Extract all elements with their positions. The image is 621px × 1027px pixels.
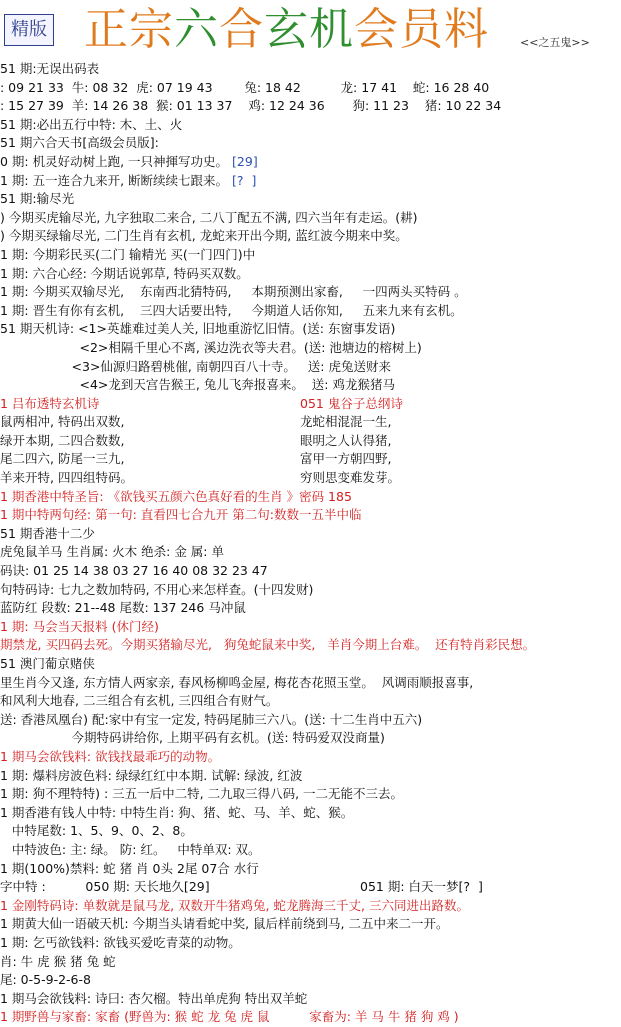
text-line <box>0 395 621 414</box>
text-line <box>0 227 621 246</box>
text-line <box>0 729 621 748</box>
line-text: 51 期天机诗: <1>英雄难过美人关, 旧地重游忆旧情。(送: 东窗事发语) <box>0 321 396 337</box>
line-text: <2>相隔千里心不离, 溪边洗衣等夫君。(送: 池塘边的榕树上) <box>0 339 422 355</box>
text-line <box>0 265 621 284</box>
text-line <box>0 990 621 1009</box>
line-text: 肖: 牛 虎 猴 猪 兔 蛇 <box>0 953 116 969</box>
text-line <box>0 767 621 786</box>
text-line <box>0 543 621 562</box>
line-text: 尾: 0-5-9-2-6-8 <box>0 972 91 988</box>
line-text: 51 期:必出五行中特: 木、土、火 <box>0 116 183 132</box>
text-line <box>0 246 621 265</box>
line-text: 1 金刚特码诗: 单数就是鼠马龙, 双数开牛猪鸡兔, 蛇龙腾海三千丈, 三六同进出路数。 <box>0 897 469 913</box>
text-line <box>0 581 621 600</box>
title-char: 六 <box>174 4 219 55</box>
line-text: 羊来开特, 四四组特码。 <box>0 470 133 486</box>
title-char: 玄 <box>264 4 309 55</box>
text-line <box>0 79 621 98</box>
line-text: ) 今期买绿输尽光, 二门生肖有玄机, 龙蛇来开出今期, 蓝红波今期来中奖。 <box>0 228 408 244</box>
line-text: 1 期马会欲钱料: 欲钱找最乖巧的动物。 <box>0 748 221 764</box>
text-line <box>0 413 621 432</box>
line-text: 1 期: 六合心经: 今期话说郭草, 特码买双数。 <box>0 265 249 281</box>
line-text: 1 期: 马会当天报料 (休门经) <box>0 618 159 634</box>
text-line <box>0 674 621 693</box>
line-text: 1 吕布透特玄机诗 <box>0 395 100 411</box>
line-text: 里生肖今又逢, 东方情人两家亲, 春风杨柳鸣金屋, 梅花杏花照玉堂。 风调雨顺报喜事, <box>0 674 474 690</box>
text-line <box>0 172 621 191</box>
text-line <box>0 488 621 507</box>
text-line <box>0 618 621 637</box>
text-line <box>0 153 621 172</box>
text-line <box>0 134 621 153</box>
line-text: 1 期: 五一连合九来开, 断断续续七跟来。 <box>0 172 229 188</box>
line-text: 今期特码讲给你, 上期平码有玄机。(送: 特码爱双没商量) <box>0 730 385 746</box>
text-line <box>0 711 621 730</box>
line-text: 1 期: 狗不理特特) : 三五一后中二特, 二九取三得八码, 一二无能不三去。 <box>0 786 404 802</box>
text-line <box>0 506 621 525</box>
title-char: 员 <box>399 4 444 55</box>
line-text: 0 期: 机灵好动树上跑, 一只神揮写功史。 <box>0 153 229 169</box>
text-line <box>0 60 621 79</box>
text-line <box>0 97 621 116</box>
line-text: 中特尾数: 1、5、9、0、2、8。 <box>0 823 193 839</box>
line-text: 送: 香港凤凰台) 配:家中有宝一定发, 特码尾肺三六八。(送: 十二生肖中五六) <box>0 711 423 727</box>
text-line <box>0 302 621 321</box>
text-line <box>0 525 621 544</box>
title-char: 正 <box>84 4 129 55</box>
line-text: 蓝防红 段数: 21--48 尾数: 137 246 马冲鼠 <box>0 600 246 616</box>
text-line <box>0 971 621 990</box>
line-column-2: 051 期: 白天一梦[? ] <box>360 879 483 895</box>
line-text: 1 期: 晋生有你有玄机, 三四大话要出特, 今期道人话你知, 五来九来有玄机。 <box>0 302 463 318</box>
line-text: <4>龙到天宫告猴王, 兔儿飞奔报喜来。 送: 鸡龙猴猪马 <box>0 377 395 393</box>
line-column-2: 穷则思变难发芽。 <box>300 470 401 486</box>
text-line <box>0 748 621 767</box>
text-line <box>0 804 621 823</box>
text-line <box>0 860 621 879</box>
line-text: 绿开本期, 二四合数数, <box>0 432 125 448</box>
text-line <box>0 636 621 655</box>
line-text: 1 期: 爆料房波色料: 绿绿红红中本期. 试解: 绿波, 红波 <box>0 767 303 783</box>
title-char: 会 <box>354 4 399 55</box>
text-line <box>0 376 621 395</box>
line-text: 尾二四六, 防尾一三九, <box>0 451 125 467</box>
text-line <box>0 953 621 972</box>
line-text: 中特波色: 主: 绿。 防: 红。 中特单双: 双。 <box>0 841 261 857</box>
line-text: 1 期野兽与家畜: 家畜 (野兽为: 猴 蛇 龙 兔 虎 鼠 家畜为: 羊 马 牛 猪 狗 鸡 ) <box>0 1009 459 1025</box>
line-text: 鼠两相冲, 特码出双数, <box>0 414 125 430</box>
line-text: 虎兔鼠羊马 生肖属: 火木 绝杀: 金 属: 单 <box>0 544 224 560</box>
line-tail: [29] <box>228 153 258 169</box>
document-body <box>0 60 621 1027</box>
line-text: 字中特 : 050 期: 天长地久[29] <box>0 879 210 895</box>
line-text: 1 期香港中特圣旨: 《欲钱买五颜六色真好看的生肖 》密码 185 <box>0 488 352 504</box>
text-line <box>0 450 621 469</box>
line-text: 句特码诗: 七九之数加特码, 不用心来怎样查。(十四发财) <box>0 581 314 597</box>
line-column-2: 龙蛇相混混一生, <box>300 414 392 430</box>
line-text: 码诀: 01 25 14 38 03 27 16 40 08 32 23 47 <box>0 563 268 579</box>
line-text: 51 澳门葡京赌侠 <box>0 656 95 671</box>
text-line <box>0 562 621 581</box>
title-char: 料 <box>444 4 489 55</box>
line-text: 51 期六合天书[高级会员版]: <box>0 135 159 151</box>
line-text: 1 期香港有钱人中特: 中特生肖: 狗、猪、蛇、马、羊、蛇、猴。 <box>0 804 354 820</box>
text-line <box>0 897 621 916</box>
line-text: : 15 27 39 羊: 14 26 38 猴: 01 13 37 鸡: 12 24 36 狗: 11 23 猪: 10 22 34 <box>0 98 502 114</box>
title-char: 宗 <box>129 4 174 55</box>
text-line <box>0 469 621 488</box>
line-text: 1 期: 乞丐欲钱料: 欲钱买爱吃青菜的动物。 <box>0 934 241 950</box>
line-text: 1 期: 今期彩民买(二门 输精光 买(一门四门)中 <box>0 246 256 262</box>
text-line <box>0 209 621 228</box>
edition-badge: 精版 <box>4 14 54 46</box>
line-text: 1 期马会欲钱料: 诗曰: 杏欠榴。特出单虎狗 特出双羊蛇 <box>0 990 308 1006</box>
line-column-2: 051 鬼谷子总纲诗 <box>300 395 403 411</box>
text-line <box>0 915 621 934</box>
line-text: <3>仙源归路碧桃催, 南朝四百八十寺。 送: 虎兔送财来 <box>0 358 391 374</box>
line-text: ) 今期买虎输尽光, 九字独取二来合, 二八丁配五不满, 四六当年有走运。(耕) <box>0 209 418 225</box>
text-line <box>0 358 621 377</box>
line-text: 期禁龙, 买四码去死。今期买猪输尽光, 狗兔蛇鼠来中奖, 羊肖今期上台难。 还有特肖彩民想。 <box>0 637 536 653</box>
text-line <box>0 822 621 841</box>
line-column-2: 富甲一方朝四野, <box>300 451 392 467</box>
title-char: 合 <box>219 4 264 55</box>
text-line <box>0 692 621 711</box>
text-line <box>0 599 621 618</box>
line-text: 1 期: 今期买双输尽光, 东南西北猜特码, 本期预测出家畜, 一四两头买特码 。 <box>0 284 467 300</box>
line-text: 1 期黄大仙一语破天机: 今期当头请看蛇中奖, 鼠后样前绕到马, 二五中来二一开。 <box>0 916 449 932</box>
line-text: 1 期(100%)禁料: 蛇 猪 肖 0头 2尾 07合 水行 <box>0 860 259 876</box>
text-line <box>0 934 621 953</box>
text-line <box>0 841 621 860</box>
line-text: 51 期:无误出码表 <box>0 61 100 76</box>
text-line <box>0 1008 621 1027</box>
line-text: 1 期中特两句经: 第一句: 直看四七合九开 第二句:数数一五半中临 <box>0 507 362 523</box>
page-header <box>0 0 621 60</box>
line-column-2: 眼明之人认得猪, <box>300 432 392 448</box>
line-text: 和风利大地春, 二三组合有玄机, 三四组合有财气。 <box>0 693 279 709</box>
title-char: 机 <box>309 4 354 55</box>
text-line <box>0 785 621 804</box>
text-line <box>0 339 621 358</box>
line-text: 51 期:输尽光 <box>0 191 75 207</box>
text-line <box>0 878 621 897</box>
line-text: : 09 21 33 牛: 08 32 虎: 07 19 43 兔: 18 42 龙: 17 41 蛇: 16 28 40 <box>0 79 490 95</box>
line-tail: [? ] <box>228 172 257 188</box>
text-line <box>0 432 621 451</box>
text-line <box>0 283 621 302</box>
page-title <box>84 2 489 58</box>
author-signature: <<之五鬼>> <box>520 36 590 49</box>
text-line <box>0 320 621 339</box>
line-text: 51 期香港十二少 <box>0 525 95 541</box>
text-line <box>0 116 621 135</box>
text-line <box>0 655 621 674</box>
text-line <box>0 190 621 209</box>
